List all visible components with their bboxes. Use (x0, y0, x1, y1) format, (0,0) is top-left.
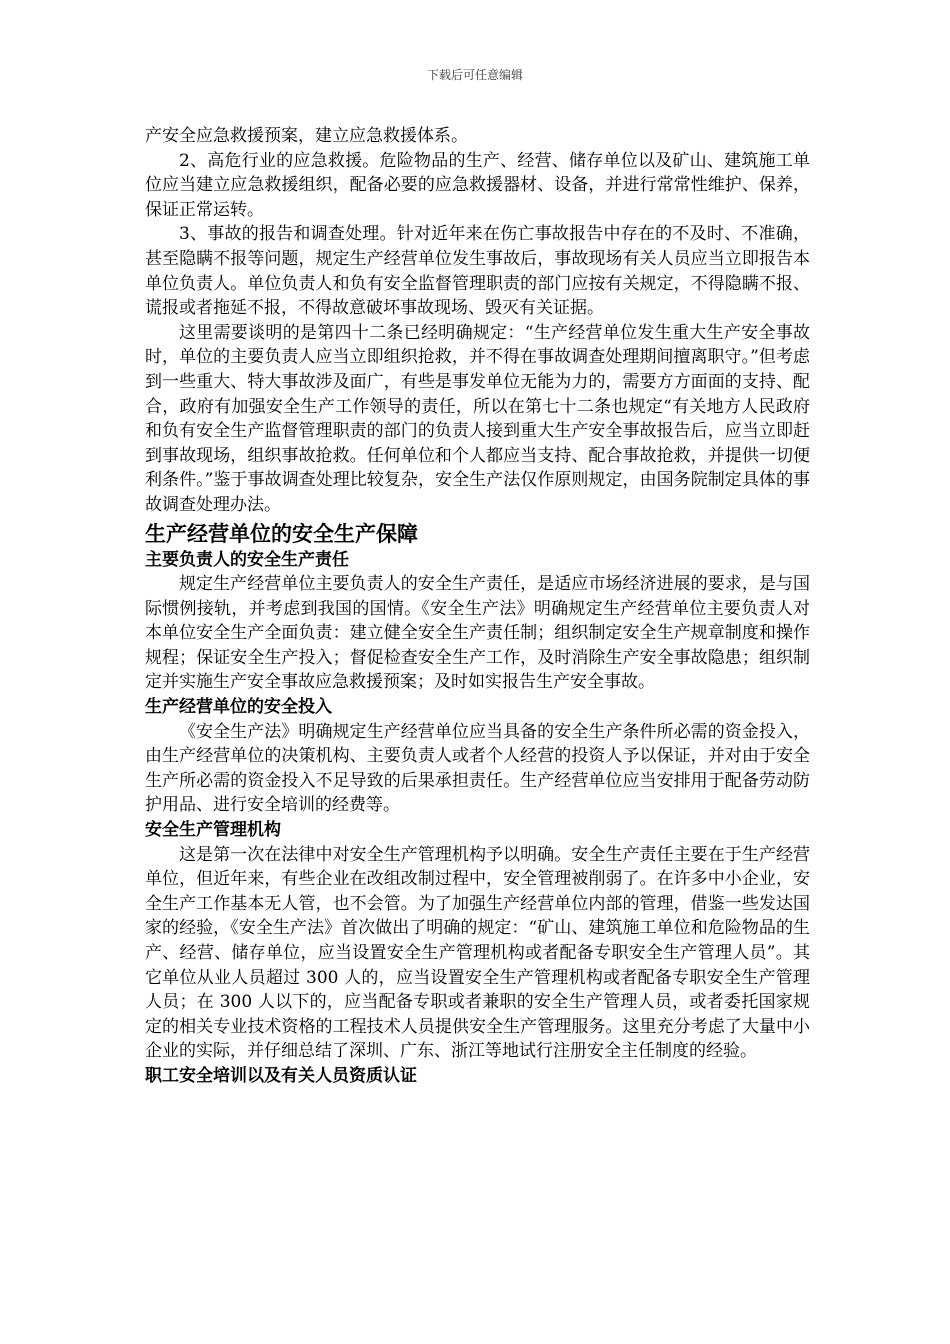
page-header: 下载后可任意编辑 (426, 68, 523, 82)
section-heading: 生产经营单位的安全生产保障 (145, 521, 418, 546)
paragraph: 这是第一次在法律中对安全生产管理机构予以明确。安全生产责任主要在于生产经营单位，但近年来，有些企业在改组改制过程中，安全管理被削弱了。在许多中小企业，安全生产工作基本无人管，也不会管。为了加强生产经营单位内部的管理，借鉴一些发达国家的经验，《安全生产法》首次做出了明确的规定：“矿山、建筑施工单位和危险物品的生产、经营、储存单位，应当设置安全生产管理机构或者配备专职安全生产管理人员”。其它单位从业人员超过 300 人的，应当设置安全生产管理机构或者配备专职安全生产管理人员；在 300 人以下的，应当配备专职或者兼职的安全生产管理人员，或者委托国家规定的相关专业技术资格的工程技术人员提供安全生产管理服务。这里充分考虑了大量中小企业的实际，并仔细总结了深圳、广东、浙江等地试行注册安全主任制度的经验。 (145, 844, 810, 1062)
paragraph: 《安全生产法》明确规定生产经营单位应当具备的安全生产条件所必需的资金投入，由生产经营单位的决策机构、主要负责人或者个人经营的投资人予以保证，并对由于安全生产所必需的资金投入不足导致的后果承担责任。生产经营单位应当安排用于配备劳动防护用品、进行安全培训的经费等。 (145, 721, 810, 816)
subsection-heading: 主要负责人的安全生产责任 (145, 549, 349, 570)
subsection-heading: 安全生产管理机构 (145, 820, 281, 841)
paragraph: 规定生产经营单位主要负责人的安全生产责任，是适应市场经济进展的要求，是与国际惯例接轨，并考虑到我国的国情。《安全生产法》明确规定生产经营单位主要负责人对本单位安全生产全面负责：建立健全安全生产责任制；组织制定安全生产规章制度和操作规程；保证安全生产投入；督促检查安全生产工作，及时消除生产安全事故隐患；组织制定并实施生产安全事故应急救援预案；及时如实报告生产安全事故。 (145, 574, 810, 693)
subsection-heading: 生产经营单位的安全投入 (145, 697, 332, 718)
paragraph: 2、高危行业的应急救援。危险物品的生产、经营、储存单位以及矿山、建筑施工单位应当建立应急救援组织，配备必要的应急救援器材、设备，并进行常常性维护、保养，保证正常运转。 (145, 150, 810, 220)
paragraph: 这里需要谈明的是第四十二条已经明确规定：“生产经营单位发生重大生产安全事故时，单位的主要负责人应当立即组织抢救，并不得在事故调查处理期间擅离职守。”但考虑到一些重大、特大事故涉及面广，有些是事发单位无能为力的，需要方方面面的支持、配合，政府有加强安全生产工作领导的责任，所以在第七十二条也规定“有关地方人民政府和负有安全生产监督管理职责的部门的负责人接到重大生产安全事故报告后，应当立即赶到事故现场，组织事故抢救。任何单位和个人都应当支持、配合事故抢救，并提供一切便利条件。”鉴于事故调查处理比较复杂，安全生产法仅作原则规定，由国务院制定具体的事故调查处理办法。 (145, 322, 810, 515)
paragraph: 3、事故的报告和调查处理。针对近年来在伤亡事故报告中存在的不及时、不准确，甚至隐瞒不报等问题，规定生产经营单位发生事故后，事故现场有关人员应当立即报告本单位负责人。单位负责人和负有安全监督管理职责的部门应按有关规定，不得隐瞒不报、谎报或者拖延不报，不得故意破坏事故现场、毁灭有关证据。 (145, 224, 810, 319)
subsection-heading: 职工安全培训以及有关人员资质认证 (145, 1065, 417, 1086)
paragraph: 产安全应急救援预案，建立应急救援体系。 (145, 126, 468, 146)
document-body (145, 124, 810, 1089)
